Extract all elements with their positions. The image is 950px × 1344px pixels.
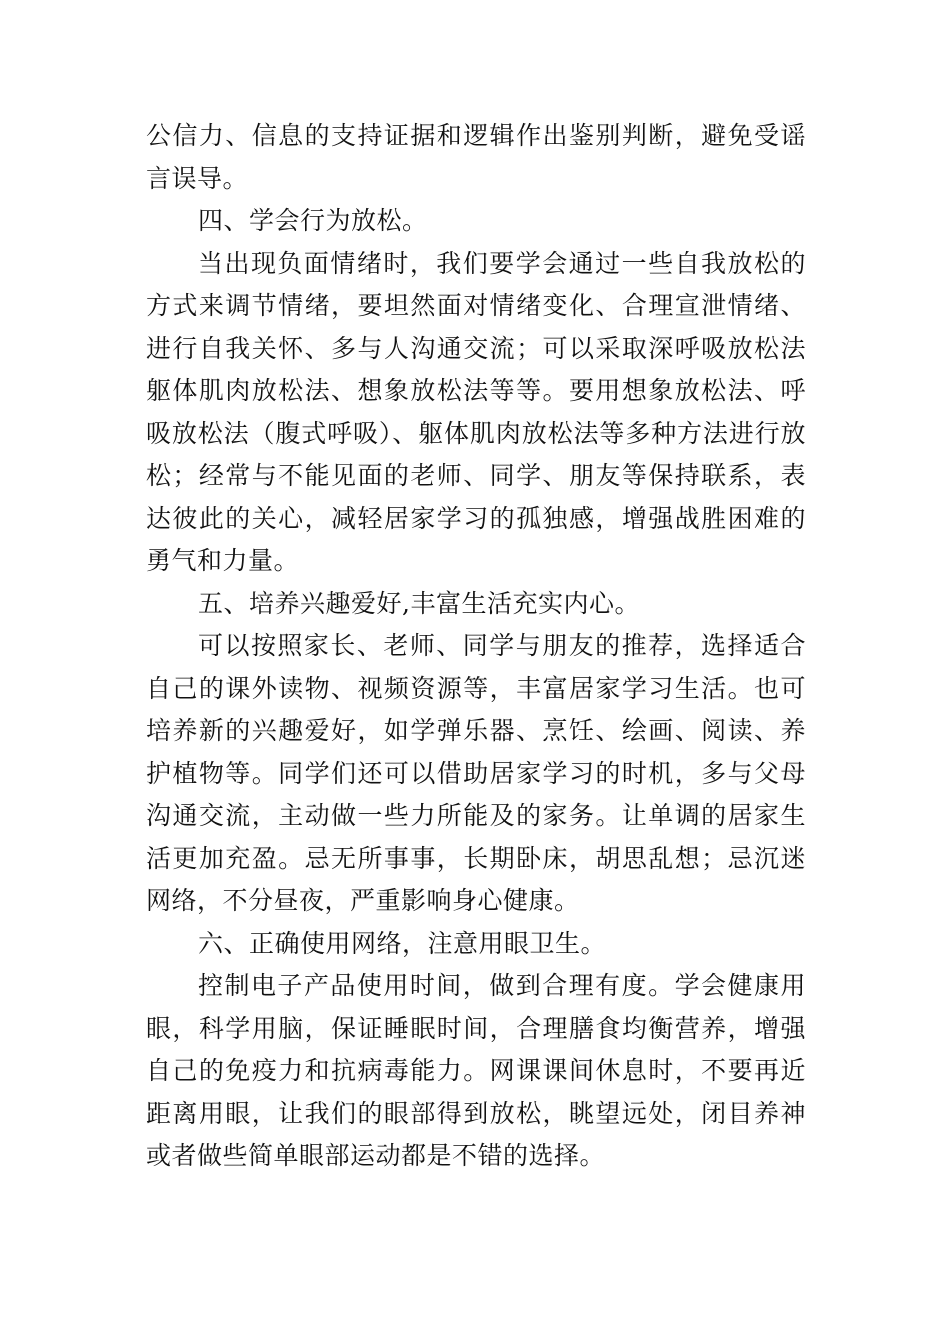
continuation-paragraph: 公信力、信息的支持证据和逻辑作出鉴别判断，避免受谣言误导。 — [146, 121, 806, 193]
document-body — [146, 115, 806, 1178]
section-6-paragraph: 控制电子产品使用时间，做到合理有度。学会健康用眼，科学用脑，保证睡眠时间，合理膳食均衡营养，增强自己的免疫力和抗病毒能力。网课课间休息时，不要再近距离用眼，让我们的眼部得到放松，眺望远处，闭目养神或者做些简单眼部运动都是不错的选择。 — [146, 971, 806, 1170]
section-heading-4: 四、学会行为放松。 — [198, 206, 428, 235]
section-heading-5: 五、培养兴趣爱好,丰富生活充实内心。 — [198, 588, 640, 618]
section-5-paragraph: 可以按照家长、老师、同学与朋友的推荐，选择适合自己的课外读物、视频资源等，丰富居家学习生活。也可培养新的兴趣爱好，如学弹乐器、烹饪、绘画、阅读、养护植物等。同学们还可以借助居家学习的时机，多与父母沟通交流，主动做一些力所能及的家务。让单调的居家生活更加充盈。忌无所事事，长期卧床，胡思乱想；忌沉迷网络，不分昼夜，严重影响身心健康。 — [146, 631, 806, 915]
section-heading-6: 六、正确使用网络，注意用眼卫生。 — [198, 928, 607, 958]
section-4-paragraph: 当出现负面情绪时，我们要学会通过一些自我放松的方式来调节情绪，要坦然面对情绪变化、合理宣泄情绪、进行自我关怀、多与人沟通交流；可以采取深呼吸放松法躯体肌肉放松法、想象放松法等等。要用想象放松法、呼吸放松法（腹式呼吸）、躯体肌肉放松法等多种方法进行放松；经常与不能见面的老师、同学、朋友等保持联系，表达彼此的关心，减轻居家学习的孤独感，增强战胜困难的勇气和力量。 — [146, 248, 806, 575]
